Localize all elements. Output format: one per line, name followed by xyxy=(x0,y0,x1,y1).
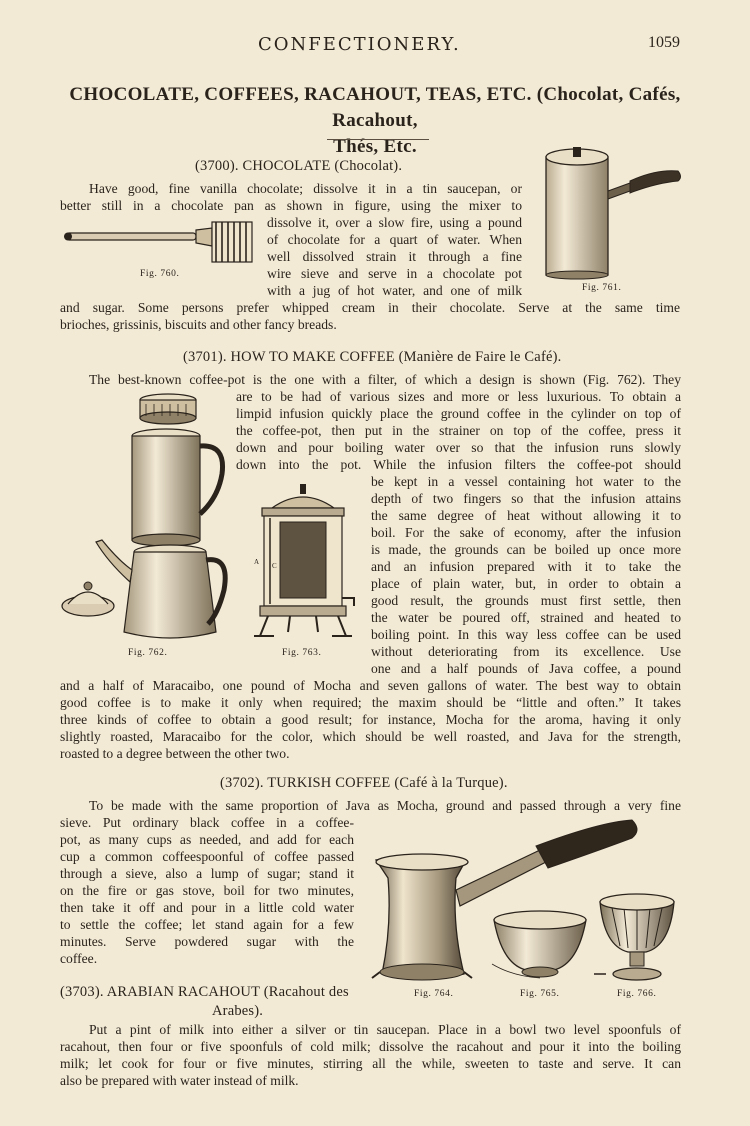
recipe-heading-3700: (3700). CHOCOLATE (Chocolat). xyxy=(195,158,403,174)
cup-holder-illustration xyxy=(594,890,680,984)
chapter-title-line-1: CHOCOLATE, COFFEES, RACAHOUT, TEAS, ETC. (Chocolat, Cafés, Racahout, xyxy=(69,84,681,131)
text-line: without deteriorating from its excellence. Use xyxy=(371,644,681,659)
text-line: down and pour boiling water over so that the infusion runs slowly xyxy=(236,440,681,455)
text-line: dissolve it, over a slow fire, using a pound xyxy=(267,215,522,230)
text-line: also be prepared with water instead of milk. xyxy=(60,1073,299,1088)
text-line: place of plain water, but, in order to obtain a xyxy=(371,576,681,591)
urn-letter-a: A xyxy=(254,558,260,566)
figure-caption-761: Fig. 761. xyxy=(582,283,622,293)
text-line: on the fire or gas stove, boil for two minutes, xyxy=(60,883,354,898)
text-line: To be made with the same proportion of Java as Mocha, ground and passed through a very fine xyxy=(89,798,681,813)
coffee-urn-illustration xyxy=(250,482,362,644)
filter-coffee-pot-illustration xyxy=(58,392,233,644)
text-line: minutes. Serve powdered sugar with the xyxy=(60,934,354,949)
text-line: and a half of Maracaibo, one pound of Mocha and seven gallons of water. The best way to obtain xyxy=(60,678,681,693)
text-line: through a sieve, also a lump of sugar; stand it xyxy=(60,866,354,881)
figure-caption-764: Fig. 764. xyxy=(414,989,454,999)
figure-caption-765: Fig. 765. xyxy=(520,989,560,999)
text-line: slightly roasted, Maracaibo for the color, which should be well roasted, and Java for the strength, xyxy=(60,729,681,744)
chocolate-pan-illustration xyxy=(538,145,683,280)
text-line: with a jug of hot water, and one of milk xyxy=(267,283,522,298)
figure-caption-760: Fig. 760. xyxy=(140,269,180,279)
text-line: good coffee is to make it only when required; the maxim should be “little and often.” It takes xyxy=(60,695,681,710)
text-line: The best-known coffee-pot is the one with a filter, of which a design is shown (Fig. 762). They xyxy=(89,372,681,387)
text-line: the water be poured off, strained and heated to xyxy=(371,610,681,625)
text-line: Put a pint of milk into either a silver or tin saucepan. Place in a bowl two level spoonfuls of xyxy=(89,1022,681,1037)
text-line: one and a half pounds of Java coffee, a pound xyxy=(371,661,681,676)
text-line: cup a common coffeespoonful of coffee passed xyxy=(60,849,354,864)
text-line: are to be had of various sizes and more or less luxurious. To obtain a xyxy=(236,389,681,404)
text-line: coffee. xyxy=(60,951,98,966)
figure-caption-766: Fig. 766. xyxy=(617,989,657,999)
recipe-heading-3702: (3702). TURKISH COFFEE (Café à la Turque). xyxy=(220,775,508,791)
text-line: sieve. Put ordinary black coffee in a coffee- xyxy=(60,815,354,830)
text-line: limpid infusion quickly place the ground coffee in the cylinder on top of xyxy=(236,406,681,421)
text-line: and an infusion prepared with it to take the xyxy=(371,559,681,574)
title-rule xyxy=(327,139,429,140)
chocolate-mixer-illustration xyxy=(62,218,262,268)
text-line: milk; let cook for four or five minutes, stirring all the while, sweeten to taste and serve. It can xyxy=(60,1056,681,1071)
text-line: to settle the coffee; let stand again for a few xyxy=(60,917,354,932)
coffee-bowl-illustration xyxy=(492,908,588,982)
text-line: boil. For the sake of economy, after the infusion xyxy=(371,525,681,540)
text-line: well dissolved strain it through a fine xyxy=(267,249,522,264)
text-line: better still in a chocolate pan as shown in figure, using the mixer to xyxy=(60,198,522,213)
text-line: roasted to a degree between the other two. xyxy=(60,746,290,761)
figure-caption-763: Fig. 763. xyxy=(282,648,322,658)
text-line: depth of two fingers so that the infusion attains xyxy=(371,491,681,506)
text-line: the same degree of heat without allowing it to xyxy=(371,508,681,523)
recipe-heading-3703-cont: Arabes). xyxy=(212,1003,264,1019)
figure-caption-762: Fig. 762. xyxy=(128,648,168,658)
text-line: racahout, then four or five spoonfuls of cold milk; dissolve the racahout and pour it into the boiling xyxy=(60,1039,681,1054)
chapter-title-line-2: Thés, Etc. xyxy=(333,136,417,157)
page-number: 1059 xyxy=(648,34,680,51)
text-line: pot, as many cups as needed, and add for each xyxy=(60,832,354,847)
text-line: Have good, fine vanilla chocolate; dissolve it in a tin saucepan, or xyxy=(89,181,522,196)
text-line: boiling point. In this way less coffee can be used xyxy=(371,627,681,642)
text-line: down into the pot. While the infusion filters the coffee-pot should xyxy=(236,457,681,472)
text-line: then take it off and pour in a little cold water xyxy=(60,900,354,915)
running-head xyxy=(0,34,750,58)
running-title: CONFECTIONERY. xyxy=(258,34,461,55)
text-line: be kept in a vessel containing hot water to the xyxy=(371,474,681,489)
text-line: brioches, grissinis, biscuits and other fancy breads. xyxy=(60,317,337,332)
text-line: three kinds of coffee to obtain a good result; for instance, Mocha for the aroma, having it only xyxy=(60,712,681,727)
text-line: is made, the grounds can be boiled up once more xyxy=(371,542,681,557)
text-line: wire sieve and serve in a chocolate pot xyxy=(267,266,522,281)
urn-letter-c: C xyxy=(272,562,277,570)
recipe-heading-3701: (3701). HOW TO MAKE COFFEE (Manière de Faire le Café). xyxy=(183,349,562,365)
text-line: and sugar. Some persons prefer whipped cream in their chocolate. Serve at the same time xyxy=(60,300,680,315)
recipe-heading-3703: (3703). ARABIAN RACAHOUT (Racahout des xyxy=(60,984,349,1000)
text-line: the coffee-pot, then put in the strainer on top of the coffee, press it xyxy=(236,423,681,438)
text-line: of chocolate for a quart of water. When xyxy=(267,232,522,247)
text-line: good result, the grounds must first settle, then xyxy=(371,593,681,608)
